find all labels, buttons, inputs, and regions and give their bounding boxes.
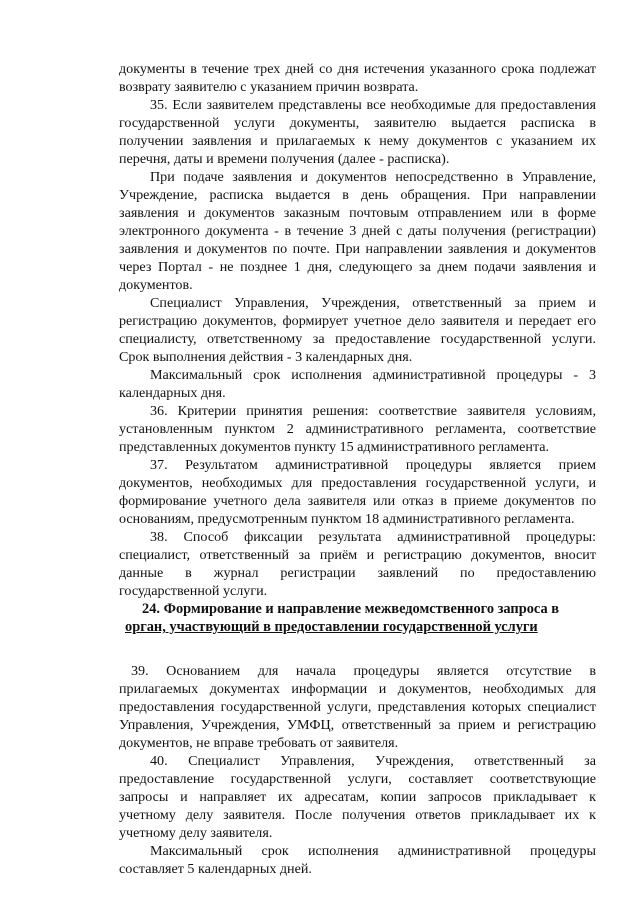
text-line: заявления и документов по почте. При направлении заявления и документов [119,241,596,257]
text-line: установленным пунктом 2 административного регламента, соответствие [119,421,596,437]
text-line: регистрацию документов, формирует учетное дело заявителя и передает его [119,313,596,329]
text-line: 40. Специалист Управления, Учреждения, ответственный за [150,753,596,769]
text-line: документов. [119,277,193,293]
text-line: запросы и направляет их адресатам, копии запросов прикладывает к [119,789,596,805]
text-line: государственной услуги. [119,583,268,599]
text-line: перечня, даты и времени получения (далее - расписка). [119,151,450,167]
text-line: Срок выполнения действия - 3 календарных дня. [119,349,413,365]
text-line: составляет 5 календарных дней. [119,861,312,877]
text-line: прилагаемых документах информации и документов, необходимых для [119,681,596,697]
text-line: Максимальный срок исполнения административной процедуры - 3 [150,367,596,383]
text-line: учетному делу заявителя. [119,825,273,841]
text-line: через Портал - не позднее 1 дня, следующего за днем подачи заявления и [119,259,596,275]
text-line: получении заявления и прилагаемых к нему документов с указанием их [119,133,596,149]
text-line: 37. Результатом административной процедуры является прием [150,457,596,473]
text-line: данные в журнал регистрации заявлений по предоставлению [119,565,596,581]
section-heading-line-2: орган, участвующий в предоставлении государственной услуги [125,619,538,635]
text-line: документов, необходимых для предоставления государственной услуги, и [119,475,596,491]
section-heading-line-1: 24. Формирование и направление межведомственного запроса в [142,601,560,617]
text-line: предоставления государственной услуги, представления которых специалист [119,699,596,715]
text-line: 36. Критерии принятия решения: соответствие заявителя условиям, [150,403,596,419]
text-line: государственной услуги документы, заявителю выдается расписка в [119,115,596,131]
text-line: электронного документа - в течение 3 дней с даты получения (регистрации) [119,223,596,239]
text-line: Специалист Управления, Учреждения, ответственный за прием и [150,295,596,311]
text-line: Учреждение, расписка выдается в день обращения. При направлении [119,187,596,203]
text-line: Управления, Учреждения, УМФЦ, ответственный за прием и регистрацию [119,717,596,733]
text-line: Максимальный срок исполнения административной процедуры [150,843,596,859]
text-line: 38. Способ фиксации результата административной процедуры: [150,529,596,545]
text-line: 39. Основанием для начала процедуры является отсутствие в [131,663,596,679]
text-line: документов, не вправе требовать от заявителя. [119,735,399,751]
text-line: календарных дня. [119,385,226,401]
text-line: 35. Если заявителем представлены все необходимые для предоставления [150,97,596,113]
text-line: учетному делу заявителя. После получения ответов прикладывает их к [119,807,596,823]
text-line: заявления и документов заказным почтовым отправлением или в форме [119,205,596,221]
text-line: предоставление государственной услуги, составляет соответствующие [119,771,596,787]
text-line: документы в течение трех дней со дня истечения указанного срока подлежат [119,61,596,77]
text-line: При подаче заявления и документов непосредственно в Управление, [150,169,596,185]
text-line: представленных документов пункту 15 административного регламента. [119,439,550,455]
text-line: специалист, ответственный за приём и регистрацию документов, вносит [119,547,596,563]
text-line: специалисту, ответственному за предоставление государственной услуги. [119,331,596,347]
text-line: возврату заявителю с указанием причин возврата. [119,79,419,95]
text-line: основаниям, предусмотренным пунктом 18 административного регламента. [119,511,575,527]
text-line: формирование учетного дела заявителя или отказ в приеме документов по [119,493,596,509]
